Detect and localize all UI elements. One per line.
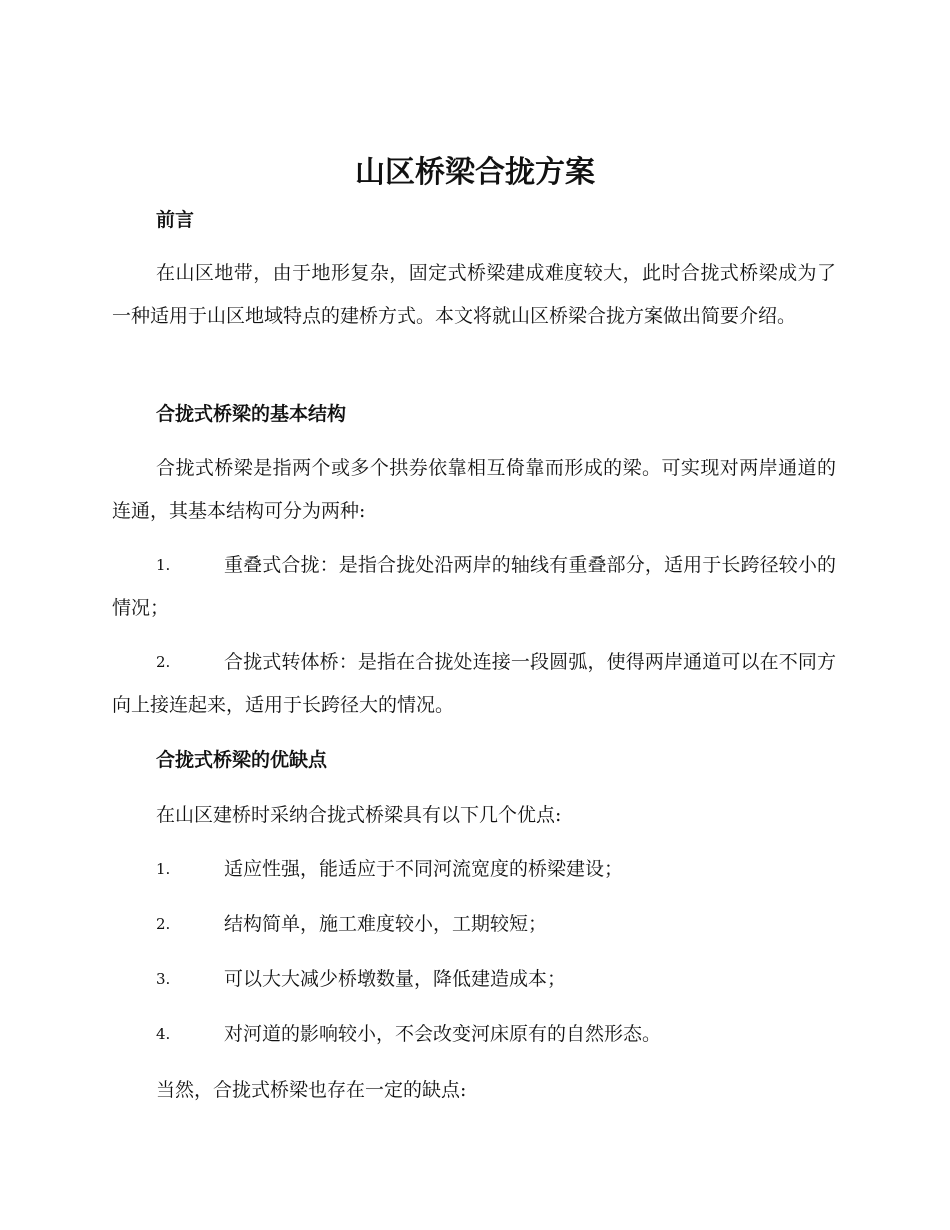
paragraph-pros-intro: 在山区建桥时采纳合拢式桥梁具有以下几个优点: (156, 804, 562, 826)
paragraph-cons-intro: 当然，合拢式桥梁也存在一定的缺点: (156, 1079, 467, 1101)
section-heading-structure: 合拢式桥梁的基本结构 (156, 403, 347, 425)
paragraph-structure: 合拢式桥梁是指两个或多个拱券依靠相互倚靠而形成的梁。可实现对两岸通道的连通，其基本结构可分为两种: (112, 457, 836, 522)
list-text: 重叠式合拢：是指合拢处沿两岸的轴线有重叠部分，适用于长跨径较小的情况； (112, 554, 836, 619)
list-item (112, 544, 836, 630)
list-text: 合拢式转体桥：是指在合拢处连接一段圆弧，使得两岸通道可以在不同方向上接连起来，适用于长跨径大的情况。 (112, 651, 836, 716)
list-item (112, 848, 836, 891)
list-text: 对河道的影响较小，不会改变河床原有的自然形态。 (224, 1023, 662, 1045)
paragraph-preface: 在山区地带，由于地形复杂，固定式桥梁建成难度较大，此时合拢式桥梁成为了一种适用于山区地域特点的建桥方式。本文将就山区桥梁合拢方案做出简要介绍。 (112, 262, 836, 327)
list-number: 2. (156, 653, 171, 671)
section-heading-pros-cons: 合拢式桥梁的优缺点 (156, 749, 328, 771)
list-number: 1. (156, 556, 171, 574)
section-heading-preface: 前言 (156, 209, 195, 231)
list-text: 结构简单，施工难度较小，工期较短； (224, 913, 548, 935)
list-item (112, 641, 836, 727)
page-title: 山区桥梁合拢方案 (355, 155, 595, 190)
list-item (112, 1013, 836, 1056)
list-item (112, 903, 836, 946)
list-text: 可以大大减少桥墩数量，降低建造成本； (224, 968, 567, 990)
list-number: 4. (156, 1025, 171, 1043)
list-number: 1. (156, 860, 171, 878)
list-number: 3. (156, 970, 171, 988)
list-item (112, 958, 836, 1001)
list-text: 适应性强，能适应于不同河流宽度的桥梁建设； (224, 858, 624, 880)
list-number: 2. (156, 915, 171, 933)
